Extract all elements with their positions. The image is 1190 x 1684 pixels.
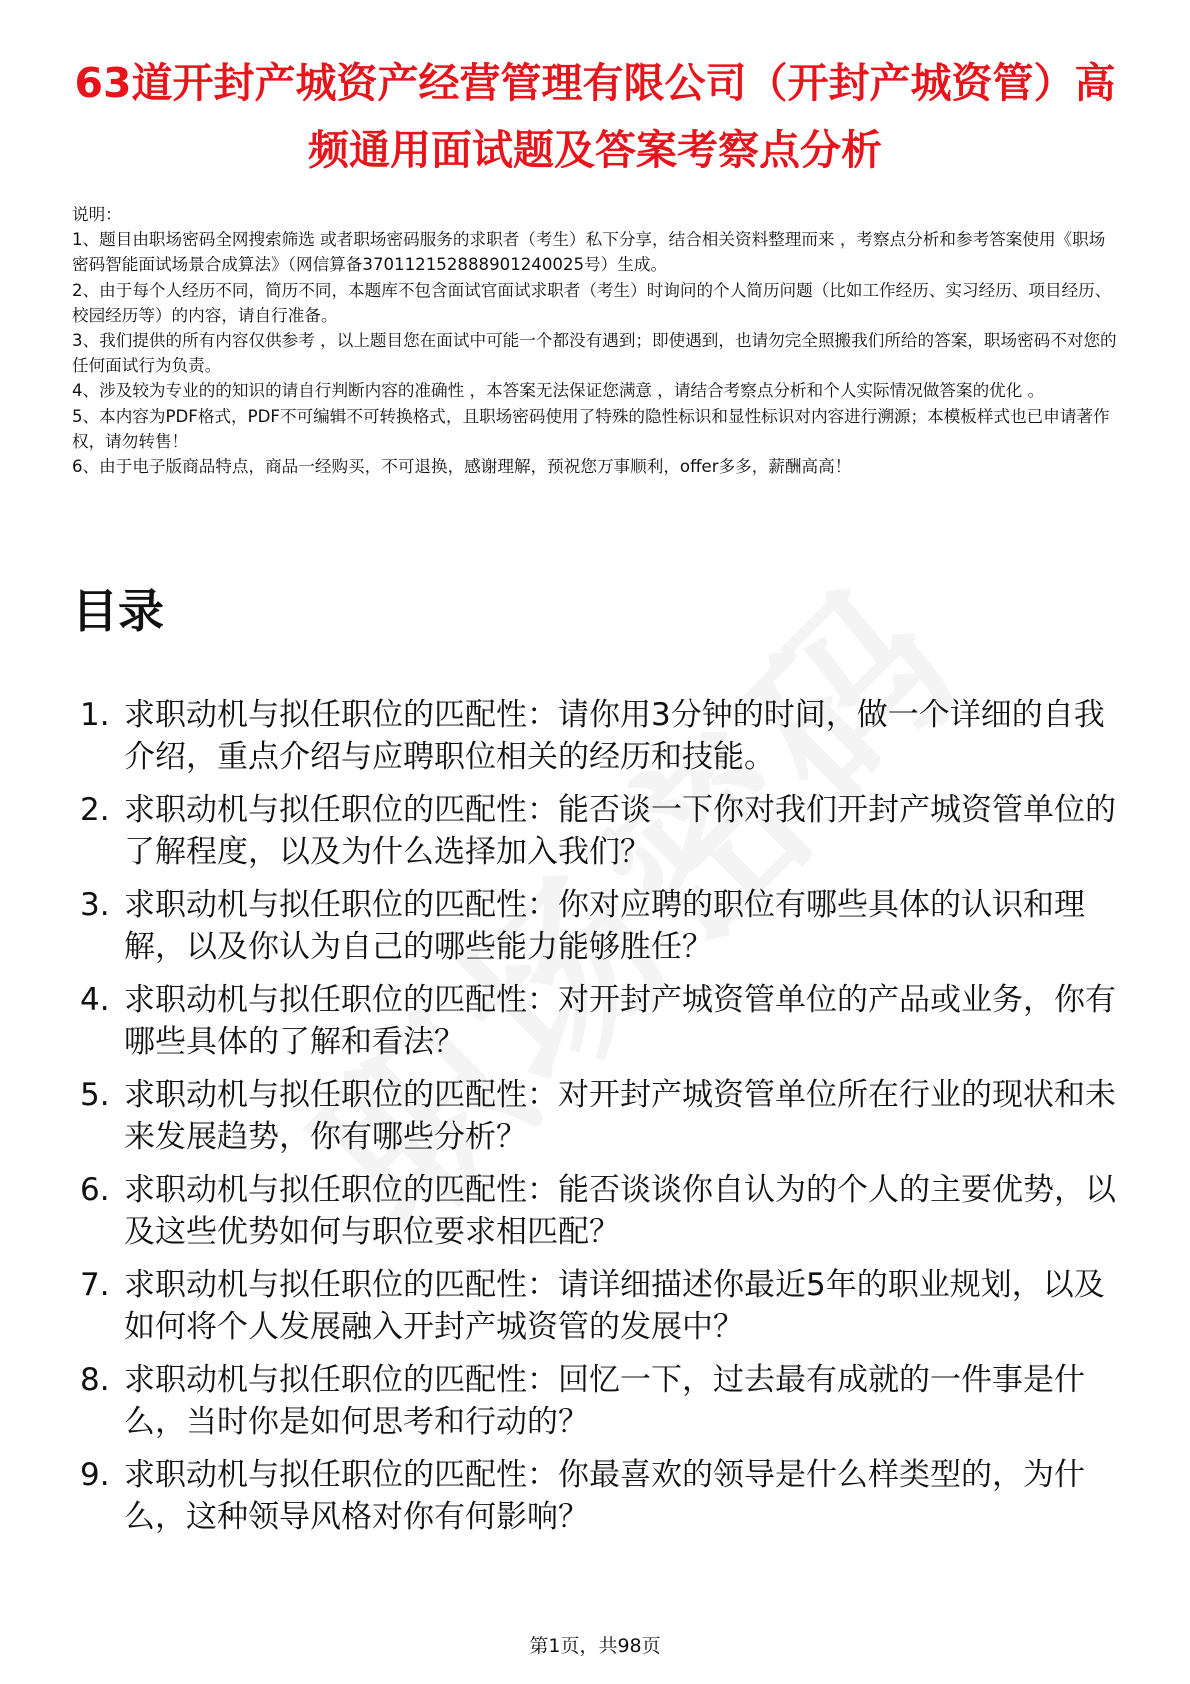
toc-item[interactable] xyxy=(72,1074,1122,1158)
note-item: 2、由于每个人经历不同，简历不同，本题库不包含面试官面试求职者（考生）时询问的个人简历问题（比如工作经历、实习经历、项目经历、校园经历等）的内容，请自行准备。 xyxy=(72,280,1112,325)
note-item: 5、本内容为PDF格式，PDF不可编辑不可转换格式，且职场密码使用了特殊的隐性标识和显性标识对内容进行溯源；本模板样式也已申请著作权，请勿转售！ xyxy=(72,406,1110,451)
note-item: 1、题目由职场密码全网搜索筛选 或者职场密码服务的求职者（考生）私下分享，结合相关资料整理而来 ，考察点分析和参考答案使用《职场密码智能面试场景合成算法》（网信算备370112152888901240025号）生成。 xyxy=(72,230,1106,275)
toc-item-text: 求职动机与拟任职位的匹配性：请你用3分钟的时间，做一个详细的自我介绍，重点介绍与应聘职位相关的经历和技能。 xyxy=(124,697,1105,775)
toc-item-text: 求职动机与拟任职位的匹配性：对开封产城资管单位所在行业的现状和未来发展趋势，你有哪些分析？ xyxy=(124,1077,1116,1155)
toc-item[interactable] xyxy=(72,1359,1122,1443)
notes-heading: 说明： xyxy=(72,205,122,224)
toc-item-number: 5. xyxy=(80,1077,110,1113)
toc-item[interactable] xyxy=(72,789,1122,873)
toc-item[interactable] xyxy=(72,884,1122,968)
toc-item[interactable] xyxy=(72,694,1122,778)
note-item: 4、涉及较为专业的的知识的请自行判断内容的准确性 ，本答案无法保证您满意 ，请结合考察点分析和个人实际情况做答案的优化 。 xyxy=(72,381,1045,401)
toc-item[interactable] xyxy=(72,1169,1122,1253)
toc-item-number: 1. xyxy=(80,697,110,733)
toc-item-number: 8. xyxy=(80,1362,110,1398)
toc-item-number: 4. xyxy=(80,982,110,1018)
note-item: 6、由于电子版商品特点，商品一经购买，不可退换，感谢理解，预祝您万事顺利，offer多多，薪酬高高！ xyxy=(72,457,852,477)
toc-list xyxy=(72,694,1122,1549)
toc-item-number: 6. xyxy=(80,1172,110,1208)
toc-item-text: 求职动机与拟任职位的匹配性：对开封产城资管单位的产品或业务，你有哪些具体的了解和看法？ xyxy=(124,982,1116,1060)
page-title: 63道开封产城资产经营管理有限公司（开封产城资管）高频通用面试题及答案考察点分析 xyxy=(74,59,1116,174)
toc-item[interactable] xyxy=(72,1454,1122,1538)
toc-item-text: 求职动机与拟任职位的匹配性：回忆一下，过去最有成就的一件事是什么，当时你是如何思考和行动的？ xyxy=(124,1362,1085,1440)
toc-item-text: 求职动机与拟任职位的匹配性：你最喜欢的领导是什么样类型的，为什么，这种领导风格对你有何影响？ xyxy=(124,1457,1085,1535)
toc-item-number: 2. xyxy=(80,792,110,828)
note-item: 3、我们提供的所有内容仅供参考 ，以上题目您在面试中可能一个都没有遇到；即使遇到，也请勿完全照搬我们所给的答案，职场密码不对您的任何面试行为负责。 xyxy=(72,331,1117,376)
toc-item-text: 求职动机与拟任职位的匹配性：能否谈谈你自认为的个人的主要优势，以及这些优势如何与职位要求相匹配？ xyxy=(124,1172,1116,1250)
toc-item[interactable] xyxy=(72,979,1122,1063)
toc-heading: 目录 xyxy=(72,584,164,638)
toc-item-number: 3. xyxy=(80,887,110,923)
toc-item-number: 9. xyxy=(80,1457,110,1493)
toc-item-number: 7. xyxy=(80,1267,110,1303)
page-footer: 第1页，共98页 xyxy=(529,1635,661,1657)
toc-item[interactable] xyxy=(72,1264,1122,1348)
toc-item-text: 求职动机与拟任职位的匹配性：能否谈一下你对我们开封产城资管单位的了解程度，以及为什么选择加入我们？ xyxy=(124,792,1116,870)
notes-section xyxy=(72,202,1117,479)
toc-item-text: 求职动机与拟任职位的匹配性：请详细描述你最近5年的职业规划，以及如何将个人发展融入开封产城资管的发展中？ xyxy=(124,1267,1105,1345)
toc-item-text: 求职动机与拟任职位的匹配性：你对应聘的职位有哪些具体的认识和理解，以及你认为自己的哪些能力能够胜任？ xyxy=(124,887,1085,965)
